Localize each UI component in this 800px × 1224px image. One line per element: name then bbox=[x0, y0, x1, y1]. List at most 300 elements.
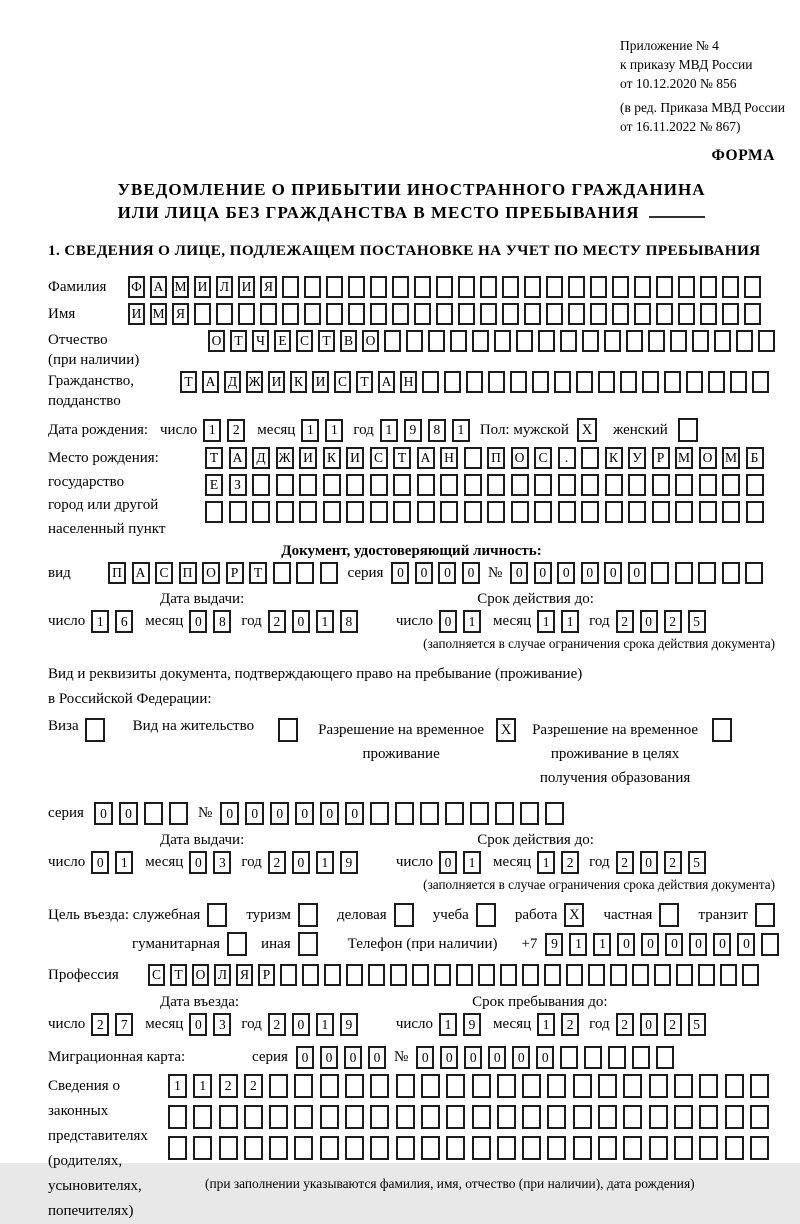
char-cell[interactable]: 1 bbox=[115, 851, 133, 874]
char-cell[interactable] bbox=[746, 474, 764, 496]
char-cell[interactable]: 0 bbox=[536, 1046, 554, 1069]
char-cell[interactable]: С bbox=[148, 964, 165, 986]
char-cell[interactable]: 1 bbox=[593, 933, 611, 956]
char-cell[interactable]: Б bbox=[746, 447, 764, 469]
char-cell[interactable] bbox=[604, 330, 621, 352]
char-cell[interactable] bbox=[720, 964, 737, 986]
char-cell[interactable]: 0 bbox=[640, 610, 658, 633]
char-cell[interactable]: . bbox=[558, 447, 576, 469]
char-cell[interactable] bbox=[194, 303, 211, 325]
char-cell[interactable]: 0 bbox=[464, 1046, 482, 1069]
char-cell[interactable] bbox=[700, 276, 717, 298]
char-cell[interactable] bbox=[502, 276, 519, 298]
char-cell[interactable] bbox=[674, 1105, 693, 1129]
char-cell[interactable] bbox=[522, 1074, 541, 1098]
char-cell[interactable] bbox=[440, 474, 458, 496]
char-cell[interactable] bbox=[598, 1136, 617, 1160]
char-cell[interactable] bbox=[396, 1074, 415, 1098]
char-cell[interactable] bbox=[370, 802, 389, 825]
document-valid-year-cells[interactable] bbox=[616, 610, 706, 633]
char-cell[interactable] bbox=[620, 371, 637, 393]
char-cell[interactable] bbox=[282, 303, 299, 325]
char-cell[interactable] bbox=[699, 1105, 718, 1129]
char-cell[interactable] bbox=[168, 1136, 187, 1160]
char-cell[interactable] bbox=[280, 964, 297, 986]
char-cell[interactable] bbox=[750, 1074, 769, 1098]
char-cell[interactable] bbox=[502, 303, 519, 325]
char-cell[interactable] bbox=[573, 1105, 592, 1129]
char-cell[interactable] bbox=[346, 474, 364, 496]
char-cell[interactable]: 0 bbox=[665, 933, 683, 956]
char-cell[interactable] bbox=[390, 964, 407, 986]
char-cell[interactable] bbox=[395, 802, 414, 825]
char-cell[interactable] bbox=[546, 276, 563, 298]
patronymic-cells[interactable] bbox=[208, 330, 775, 352]
char-cell[interactable] bbox=[294, 1136, 313, 1160]
char-cell[interactable]: М bbox=[675, 447, 693, 469]
char-cell[interactable] bbox=[605, 474, 623, 496]
char-cell[interactable]: 2 bbox=[664, 851, 682, 874]
char-cell[interactable] bbox=[144, 802, 163, 825]
char-cell[interactable] bbox=[725, 1136, 744, 1160]
char-cell[interactable]: 0 bbox=[713, 933, 731, 956]
char-cell[interactable] bbox=[276, 474, 294, 496]
char-cell[interactable] bbox=[299, 474, 317, 496]
char-cell[interactable] bbox=[252, 474, 270, 496]
char-cell[interactable]: Л bbox=[214, 964, 231, 986]
char-cell[interactable] bbox=[544, 964, 561, 986]
char-cell[interactable] bbox=[699, 474, 717, 496]
char-cell[interactable] bbox=[216, 303, 233, 325]
char-cell[interactable]: 2 bbox=[244, 1074, 263, 1098]
char-cell[interactable]: О bbox=[699, 447, 717, 469]
char-cell[interactable]: М bbox=[172, 276, 189, 298]
char-cell[interactable] bbox=[588, 964, 605, 986]
char-cell[interactable]: 0 bbox=[189, 1013, 207, 1036]
char-cell[interactable] bbox=[649, 1105, 668, 1129]
char-cell[interactable] bbox=[725, 1105, 744, 1129]
char-cell[interactable]: 2 bbox=[268, 1013, 286, 1036]
char-cell[interactable] bbox=[436, 303, 453, 325]
char-cell[interactable]: О bbox=[202, 562, 220, 584]
char-cell[interactable]: З bbox=[229, 474, 247, 496]
char-cell[interactable] bbox=[345, 1074, 364, 1098]
char-cell[interactable]: Ч bbox=[252, 330, 269, 352]
char-cell[interactable] bbox=[522, 964, 539, 986]
stay-year-cells[interactable] bbox=[616, 1013, 706, 1036]
char-cell[interactable]: Т bbox=[249, 562, 267, 584]
char-cell[interactable] bbox=[320, 1105, 339, 1129]
char-cell[interactable] bbox=[648, 330, 665, 352]
char-cell[interactable] bbox=[193, 1105, 212, 1129]
stay-month-cells[interactable] bbox=[537, 1013, 579, 1036]
female-checkbox[interactable] bbox=[678, 418, 698, 442]
char-cell[interactable]: Т bbox=[393, 447, 411, 469]
permit-issue-month-cells[interactable] bbox=[189, 851, 231, 874]
char-cell[interactable]: 7 bbox=[115, 1013, 133, 1036]
char-cell[interactable]: 2 bbox=[616, 610, 634, 633]
char-cell[interactable]: 0 bbox=[737, 933, 755, 956]
char-cell[interactable]: 1 bbox=[569, 933, 587, 956]
char-cell[interactable]: 0 bbox=[510, 562, 528, 584]
migration-number-cells[interactable] bbox=[416, 1046, 674, 1069]
citizenship-cells[interactable] bbox=[180, 371, 769, 393]
char-cell[interactable] bbox=[348, 303, 365, 325]
char-cell[interactable] bbox=[500, 964, 517, 986]
char-cell[interactable]: 3 bbox=[213, 1013, 231, 1036]
char-cell[interactable] bbox=[534, 501, 552, 523]
document-valid-month-cells[interactable] bbox=[537, 610, 579, 633]
char-cell[interactable]: О bbox=[362, 330, 379, 352]
char-cell[interactable]: 9 bbox=[340, 1013, 358, 1036]
char-cell[interactable]: Ж bbox=[276, 447, 294, 469]
char-cell[interactable]: С bbox=[155, 562, 173, 584]
char-cell[interactable] bbox=[725, 1074, 744, 1098]
char-cell[interactable]: 0 bbox=[581, 562, 599, 584]
char-cell[interactable] bbox=[421, 1105, 440, 1129]
char-cell[interactable] bbox=[456, 964, 473, 986]
char-cell[interactable] bbox=[678, 303, 695, 325]
char-cell[interactable]: 1 bbox=[91, 610, 109, 633]
char-cell[interactable]: П bbox=[487, 447, 505, 469]
char-cell[interactable]: 1 bbox=[316, 610, 334, 633]
char-cell[interactable]: М bbox=[150, 303, 167, 325]
char-cell[interactable] bbox=[566, 964, 583, 986]
purpose-other-checkbox[interactable] bbox=[298, 932, 318, 956]
char-cell[interactable] bbox=[699, 501, 717, 523]
char-cell[interactable]: 1 bbox=[561, 610, 579, 633]
char-cell[interactable] bbox=[612, 303, 629, 325]
char-cell[interactable] bbox=[320, 1074, 339, 1098]
char-cell[interactable]: 0 bbox=[416, 1046, 434, 1069]
char-cell[interactable]: 2 bbox=[664, 1013, 682, 1036]
char-cell[interactable] bbox=[699, 1074, 718, 1098]
char-cell[interactable] bbox=[345, 1105, 364, 1129]
char-cell[interactable]: И bbox=[238, 276, 255, 298]
char-cell[interactable] bbox=[686, 371, 703, 393]
char-cell[interactable] bbox=[692, 330, 709, 352]
char-cell[interactable]: 1 bbox=[325, 419, 343, 442]
char-cell[interactable]: 0 bbox=[270, 802, 289, 825]
char-cell[interactable]: 0 bbox=[119, 802, 138, 825]
char-cell[interactable] bbox=[722, 501, 740, 523]
document-issue-month-cells[interactable] bbox=[189, 610, 231, 633]
char-cell[interactable]: Т bbox=[170, 964, 187, 986]
char-cell[interactable]: 0 bbox=[640, 851, 658, 874]
char-cell[interactable] bbox=[750, 1136, 769, 1160]
profession-cells[interactable] bbox=[148, 964, 759, 986]
char-cell[interactable] bbox=[472, 330, 489, 352]
char-cell[interactable] bbox=[547, 1074, 566, 1098]
char-cell[interactable] bbox=[252, 501, 270, 523]
char-cell[interactable]: 9 bbox=[545, 933, 563, 956]
purpose-transit-checkbox[interactable] bbox=[755, 903, 775, 927]
char-cell[interactable] bbox=[714, 330, 731, 352]
char-cell[interactable]: 1 bbox=[203, 419, 221, 442]
char-cell[interactable] bbox=[598, 371, 615, 393]
char-cell[interactable]: К bbox=[290, 371, 307, 393]
char-cell[interactable]: 0 bbox=[512, 1046, 530, 1069]
char-cell[interactable] bbox=[205, 501, 223, 523]
char-cell[interactable]: 1 bbox=[301, 419, 319, 442]
title-blank-line[interactable] bbox=[649, 206, 705, 218]
char-cell[interactable] bbox=[623, 1074, 642, 1098]
char-cell[interactable]: 0 bbox=[462, 562, 480, 584]
document-issue-day-cells[interactable] bbox=[91, 610, 133, 633]
char-cell[interactable] bbox=[568, 303, 585, 325]
purpose-business-checkbox[interactable] bbox=[394, 903, 414, 927]
char-cell[interactable] bbox=[664, 371, 681, 393]
char-cell[interactable]: 0 bbox=[641, 933, 659, 956]
char-cell[interactable] bbox=[445, 802, 464, 825]
char-cell[interactable] bbox=[634, 276, 651, 298]
char-cell[interactable]: 0 bbox=[292, 851, 310, 874]
char-cell[interactable]: С bbox=[296, 330, 313, 352]
char-cell[interactable]: 0 bbox=[245, 802, 264, 825]
char-cell[interactable]: 0 bbox=[438, 562, 456, 584]
char-cell[interactable]: 1 bbox=[463, 610, 481, 633]
char-cell[interactable] bbox=[326, 276, 343, 298]
char-cell[interactable] bbox=[440, 501, 458, 523]
char-cell[interactable]: 0 bbox=[320, 1046, 338, 1069]
char-cell[interactable] bbox=[626, 330, 643, 352]
male-checkbox[interactable]: X bbox=[577, 418, 597, 442]
char-cell[interactable] bbox=[219, 1105, 238, 1129]
char-cell[interactable] bbox=[642, 371, 659, 393]
char-cell[interactable] bbox=[700, 303, 717, 325]
entry-month-cells[interactable] bbox=[189, 1013, 231, 1036]
char-cell[interactable] bbox=[168, 1105, 187, 1129]
char-cell[interactable]: 9 bbox=[340, 851, 358, 874]
char-cell[interactable] bbox=[675, 501, 693, 523]
char-cell[interactable] bbox=[649, 1136, 668, 1160]
char-cell[interactable]: И bbox=[268, 371, 285, 393]
char-cell[interactable] bbox=[464, 447, 482, 469]
char-cell[interactable] bbox=[346, 964, 363, 986]
char-cell[interactable] bbox=[370, 1074, 389, 1098]
char-cell[interactable] bbox=[384, 330, 401, 352]
char-cell[interactable] bbox=[538, 330, 555, 352]
char-cell[interactable] bbox=[605, 501, 623, 523]
char-cell[interactable] bbox=[472, 1136, 491, 1160]
char-cell[interactable]: О bbox=[208, 330, 225, 352]
char-cell[interactable] bbox=[487, 474, 505, 496]
char-cell[interactable] bbox=[269, 1105, 288, 1129]
char-cell[interactable] bbox=[487, 501, 505, 523]
char-cell[interactable]: 2 bbox=[268, 610, 286, 633]
char-cell[interactable]: Т bbox=[356, 371, 373, 393]
char-cell[interactable] bbox=[516, 330, 533, 352]
char-cell[interactable]: Л bbox=[216, 276, 233, 298]
char-cell[interactable] bbox=[370, 474, 388, 496]
char-cell[interactable] bbox=[632, 1046, 650, 1069]
char-cell[interactable]: 0 bbox=[534, 562, 552, 584]
char-cell[interactable] bbox=[417, 474, 435, 496]
permit-issue-day-cells[interactable] bbox=[91, 851, 133, 874]
char-cell[interactable] bbox=[294, 1074, 313, 1098]
migration-series-cells[interactable] bbox=[296, 1046, 386, 1069]
char-cell[interactable]: 9 bbox=[463, 1013, 481, 1036]
char-cell[interactable]: 6 bbox=[115, 610, 133, 633]
char-cell[interactable]: Д bbox=[252, 447, 270, 469]
char-cell[interactable] bbox=[598, 1105, 617, 1129]
char-cell[interactable]: И bbox=[299, 447, 317, 469]
char-cell[interactable] bbox=[651, 562, 669, 584]
char-cell[interactable]: 0 bbox=[292, 610, 310, 633]
char-cell[interactable]: 1 bbox=[439, 1013, 457, 1036]
char-cell[interactable] bbox=[478, 964, 495, 986]
char-cell[interactable]: 8 bbox=[340, 610, 358, 633]
char-cell[interactable]: 1 bbox=[452, 419, 470, 442]
char-cell[interactable]: 0 bbox=[189, 851, 207, 874]
char-cell[interactable] bbox=[573, 1136, 592, 1160]
char-cell[interactable]: Ж bbox=[246, 371, 263, 393]
char-cell[interactable] bbox=[654, 964, 671, 986]
char-cell[interactable] bbox=[219, 1136, 238, 1160]
birth-place-row3-cells[interactable] bbox=[205, 501, 764, 523]
char-cell[interactable] bbox=[656, 276, 673, 298]
char-cell[interactable] bbox=[323, 474, 341, 496]
char-cell[interactable] bbox=[302, 964, 319, 986]
permit-valid-month-cells[interactable] bbox=[537, 851, 579, 874]
char-cell[interactable]: А bbox=[378, 371, 395, 393]
char-cell[interactable]: Я bbox=[172, 303, 189, 325]
char-cell[interactable] bbox=[558, 474, 576, 496]
char-cell[interactable] bbox=[470, 802, 489, 825]
char-cell[interactable]: 1 bbox=[537, 1013, 555, 1036]
char-cell[interactable] bbox=[494, 330, 511, 352]
char-cell[interactable] bbox=[522, 1105, 541, 1129]
char-cell[interactable] bbox=[623, 1105, 642, 1129]
char-cell[interactable] bbox=[497, 1105, 516, 1129]
char-cell[interactable]: Д bbox=[224, 371, 241, 393]
char-cell[interactable]: 0 bbox=[292, 1013, 310, 1036]
char-cell[interactable]: 0 bbox=[220, 802, 239, 825]
char-cell[interactable]: П bbox=[108, 562, 126, 584]
char-cell[interactable] bbox=[238, 303, 255, 325]
char-cell[interactable]: 0 bbox=[368, 1046, 386, 1069]
surname-cells[interactable] bbox=[128, 276, 761, 298]
char-cell[interactable]: Я bbox=[236, 964, 253, 986]
char-cell[interactable] bbox=[722, 303, 739, 325]
purpose-private-checkbox[interactable] bbox=[659, 903, 679, 927]
char-cell[interactable]: А bbox=[417, 447, 435, 469]
representatives-row3-cells[interactable] bbox=[168, 1136, 769, 1160]
char-cell[interactable] bbox=[581, 474, 599, 496]
char-cell[interactable]: Р bbox=[652, 447, 670, 469]
char-cell[interactable] bbox=[269, 1136, 288, 1160]
char-cell[interactable]: 2 bbox=[616, 851, 634, 874]
purpose-official-checkbox[interactable] bbox=[207, 903, 227, 927]
char-cell[interactable] bbox=[758, 330, 775, 352]
char-cell[interactable] bbox=[524, 303, 541, 325]
char-cell[interactable] bbox=[573, 1074, 592, 1098]
char-cell[interactable]: 8 bbox=[428, 419, 446, 442]
char-cell[interactable]: 0 bbox=[628, 562, 646, 584]
char-cell[interactable] bbox=[744, 276, 761, 298]
char-cell[interactable] bbox=[708, 371, 725, 393]
char-cell[interactable]: Н bbox=[440, 447, 458, 469]
char-cell[interactable] bbox=[722, 276, 739, 298]
char-cell[interactable]: С bbox=[534, 447, 552, 469]
char-cell[interactable] bbox=[488, 371, 505, 393]
char-cell[interactable] bbox=[736, 330, 753, 352]
permit-valid-year-cells[interactable] bbox=[616, 851, 706, 874]
char-cell[interactable] bbox=[169, 802, 188, 825]
char-cell[interactable] bbox=[444, 371, 461, 393]
birth-year-cells[interactable] bbox=[380, 419, 470, 442]
char-cell[interactable] bbox=[276, 501, 294, 523]
char-cell[interactable]: 2 bbox=[561, 851, 579, 874]
char-cell[interactable]: 1 bbox=[380, 419, 398, 442]
char-cell[interactable]: Т bbox=[318, 330, 335, 352]
char-cell[interactable] bbox=[296, 562, 314, 584]
permit-issue-year-cells[interactable] bbox=[268, 851, 358, 874]
char-cell[interactable]: 0 bbox=[440, 1046, 458, 1069]
char-cell[interactable]: 3 bbox=[213, 851, 231, 874]
char-cell[interactable] bbox=[522, 1136, 541, 1160]
char-cell[interactable]: И bbox=[194, 276, 211, 298]
char-cell[interactable] bbox=[722, 562, 740, 584]
char-cell[interactable] bbox=[560, 1046, 578, 1069]
char-cell[interactable] bbox=[676, 964, 693, 986]
char-cell[interactable]: Т bbox=[230, 330, 247, 352]
char-cell[interactable]: В bbox=[340, 330, 357, 352]
char-cell[interactable]: 2 bbox=[561, 1013, 579, 1036]
char-cell[interactable]: 0 bbox=[415, 562, 433, 584]
char-cell[interactable] bbox=[547, 1136, 566, 1160]
char-cell[interactable] bbox=[446, 1074, 465, 1098]
char-cell[interactable] bbox=[480, 276, 497, 298]
char-cell[interactable]: 1 bbox=[537, 851, 555, 874]
char-cell[interactable]: Н bbox=[400, 371, 417, 393]
document-series-cells[interactable] bbox=[391, 562, 480, 584]
char-cell[interactable] bbox=[656, 1046, 674, 1069]
visa-checkbox[interactable] bbox=[85, 718, 105, 742]
char-cell[interactable] bbox=[458, 276, 475, 298]
char-cell[interactable] bbox=[269, 1074, 288, 1098]
char-cell[interactable]: А bbox=[132, 562, 150, 584]
char-cell[interactable] bbox=[323, 501, 341, 523]
char-cell[interactable]: 0 bbox=[391, 562, 409, 584]
char-cell[interactable] bbox=[674, 1136, 693, 1160]
char-cell[interactable] bbox=[466, 371, 483, 393]
char-cell[interactable] bbox=[534, 474, 552, 496]
char-cell[interactable]: 2 bbox=[91, 1013, 109, 1036]
purpose-humanitarian-checkbox[interactable] bbox=[227, 932, 247, 956]
char-cell[interactable] bbox=[414, 303, 431, 325]
representatives-row2-cells[interactable] bbox=[168, 1105, 769, 1129]
char-cell[interactable] bbox=[458, 303, 475, 325]
char-cell[interactable]: Р bbox=[226, 562, 244, 584]
char-cell[interactable] bbox=[745, 562, 763, 584]
char-cell[interactable] bbox=[320, 562, 338, 584]
document-kind-cells[interactable] bbox=[108, 562, 338, 584]
temporary-residence-checkbox[interactable]: X bbox=[496, 718, 516, 742]
char-cell[interactable] bbox=[582, 330, 599, 352]
char-cell[interactable]: 0 bbox=[557, 562, 575, 584]
char-cell[interactable]: 0 bbox=[296, 1046, 314, 1069]
char-cell[interactable]: 5 bbox=[688, 610, 706, 633]
birth-place-row2-cells[interactable] bbox=[205, 474, 764, 496]
entry-day-cells[interactable] bbox=[91, 1013, 133, 1036]
char-cell[interactable] bbox=[497, 1074, 516, 1098]
char-cell[interactable]: 2 bbox=[268, 851, 286, 874]
char-cell[interactable] bbox=[472, 1074, 491, 1098]
char-cell[interactable] bbox=[229, 501, 247, 523]
char-cell[interactable] bbox=[393, 474, 411, 496]
char-cell[interactable] bbox=[590, 303, 607, 325]
